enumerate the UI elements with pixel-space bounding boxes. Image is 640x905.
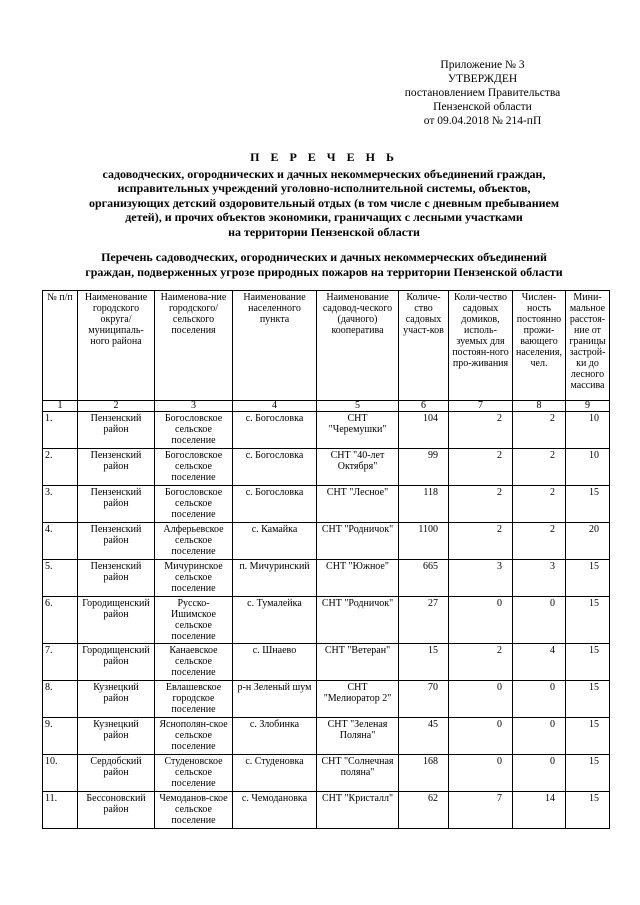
forest-distance: 15	[566, 486, 610, 523]
table-row	[43, 755, 610, 792]
population-count: 0	[513, 681, 566, 718]
population-count: 2	[513, 523, 566, 560]
population-count: 2	[513, 486, 566, 523]
header-cell: Мини-мальное расстоя-ние от границы застрой-ки до лесного массива	[566, 291, 610, 401]
approved-label: УТВЕРЖДЕН	[447, 73, 518, 85]
district-name: Городищенский район	[78, 644, 155, 681]
table-row	[43, 449, 610, 486]
subtitle-line-1: Перечень садоводческих, огороднических и дачных некоммерческих объединений	[101, 250, 547, 264]
forest-distance: 20	[566, 523, 610, 560]
cooperative-name: СНТ "Зеленая Поляна"	[317, 718, 399, 755]
cooperative-name: СНТ "Родничок"	[317, 523, 399, 560]
locality-name: с. Чемодановка	[233, 792, 317, 829]
forest-distance: 10	[566, 412, 610, 449]
plots-count: 1100	[399, 523, 449, 560]
plots-count: 104	[399, 412, 449, 449]
district-name: Бессоновский район	[78, 792, 155, 829]
cooperative-name: СНТ "Южное"	[317, 560, 399, 597]
column-number: 9	[566, 401, 610, 412]
forest-distance: 15	[566, 755, 610, 792]
table-row	[43, 644, 610, 681]
plots-count: 27	[399, 597, 449, 644]
houses-count: 3	[449, 560, 513, 597]
row-number: 11.	[43, 792, 78, 829]
table-row	[43, 486, 610, 523]
district-name: Кузнецкий район	[78, 681, 155, 718]
header-cell: Числен-ность постоянно прожи-вающего населения, чел.	[513, 291, 566, 401]
plots-count: 665	[399, 560, 449, 597]
settlement-name: Евлашевское городское поселение	[155, 681, 233, 718]
table-row	[43, 412, 610, 449]
row-number: 10.	[43, 755, 78, 792]
header-cell: № п/п	[43, 291, 78, 401]
header-cell: Коли-чество садовых домиков, исполь-зуемых для постоян-ного про-живания	[449, 291, 513, 401]
table-row	[43, 560, 610, 597]
table-row	[43, 792, 610, 829]
settlement-name: Канаевское сельское поселение	[155, 644, 233, 681]
appendix-number: Приложение № 3	[440, 59, 525, 71]
column-number: 8	[513, 401, 566, 412]
cooperative-name: СНТ "Ветеран"	[317, 644, 399, 681]
population-count: 2	[513, 449, 566, 486]
column-number: 2	[78, 401, 155, 412]
cooperative-name: СНТ "Лесное"	[317, 486, 399, 523]
settlement-name: Студеновское сельское поселение	[155, 755, 233, 792]
subtitle-line-2: граждан, подверженных угрозе природных пожаров на территории Пензенской области	[85, 264, 563, 279]
houses-count: 0	[449, 755, 513, 792]
table-row	[43, 597, 610, 644]
locality-name: с. Злобинка	[233, 718, 317, 755]
plots-count: 168	[399, 755, 449, 792]
forest-distance: 10	[566, 449, 610, 486]
plots-count: 15	[399, 644, 449, 681]
approval-source: постановлением Правительства	[404, 87, 561, 99]
houses-count: 0	[449, 718, 513, 755]
table-subtitle	[40, 250, 608, 279]
settlement-name: Чемоданов-ское сельское поселение	[155, 792, 233, 829]
population-count: 2	[513, 412, 566, 449]
district-name: Пензенский район	[78, 486, 155, 523]
header-cell: Наименование садовод-ческого (дачного) кооператива	[317, 291, 399, 401]
population-count: 3	[513, 560, 566, 597]
header-cell: Наименование населенного пункта	[233, 291, 317, 401]
settlement-name: Богословское сельское поселение	[155, 486, 233, 523]
row-number: 4.	[43, 523, 78, 560]
document-title	[40, 150, 608, 239]
houses-count: 0	[449, 597, 513, 644]
district-name: Кузнецкий район	[78, 718, 155, 755]
column-number: 7	[449, 401, 513, 412]
column-number: 1	[43, 401, 78, 412]
forest-distance: 15	[566, 718, 610, 755]
objects-table	[42, 290, 610, 829]
header-row	[43, 291, 610, 401]
column-number: 6	[399, 401, 449, 412]
cooperative-name: СНТ "Черемушки"	[317, 412, 399, 449]
plots-count: 62	[399, 792, 449, 829]
locality-name: с. Тумалейка	[233, 597, 317, 644]
appendix-block	[380, 58, 585, 128]
locality-name: с. Камайка	[233, 523, 317, 560]
population-count: 14	[513, 792, 566, 829]
cooperative-name: СНТ "40-лет Октября"	[317, 449, 399, 486]
population-count: 0	[513, 755, 566, 792]
settlement-name: Яснополян-ское сельское поселение	[155, 718, 233, 755]
row-number: 8.	[43, 681, 78, 718]
header-cell: Количе-ство садовых участ-ков	[399, 291, 449, 401]
forest-distance: 15	[566, 560, 610, 597]
houses-count: 0	[449, 681, 513, 718]
row-number: 6.	[43, 597, 78, 644]
district-name: Пензенский район	[78, 449, 155, 486]
row-number: 1.	[43, 412, 78, 449]
locality-name: с. Богословка	[233, 449, 317, 486]
settlement-name: Русско-Ишимское сельское поселение	[155, 597, 233, 644]
population-count: 4	[513, 644, 566, 681]
settlement-name: Богословское сельское поселение	[155, 412, 233, 449]
houses-count: 2	[449, 644, 513, 681]
row-number: 3.	[43, 486, 78, 523]
district-name: Пензенский район	[78, 523, 155, 560]
locality-name: с. Студеновка	[233, 755, 317, 792]
locality-name: с. Богословка	[233, 486, 317, 523]
row-number: 9.	[43, 718, 78, 755]
row-number: 5.	[43, 560, 78, 597]
locality-name: р-н Зеленый шум	[233, 681, 317, 718]
row-number: 7.	[43, 644, 78, 681]
plots-count: 99	[399, 449, 449, 486]
table-row	[43, 681, 610, 718]
column-number: 3	[155, 401, 233, 412]
header-cell: Наименование городского округа/ муниципаль-ного района	[78, 291, 155, 401]
settlement-name: Алферьевское сельское поселение	[155, 523, 233, 560]
cooperative-name: СНТ "Родничок"	[317, 597, 399, 644]
houses-count: 2	[449, 412, 513, 449]
approval-region: Пензенской области	[433, 101, 532, 113]
locality-name: с. Шнаево	[233, 644, 317, 681]
column-number-row	[43, 401, 610, 412]
houses-count: 2	[449, 486, 513, 523]
plots-count: 70	[399, 681, 449, 718]
table-row	[43, 523, 610, 560]
column-number: 4	[233, 401, 317, 412]
locality-name: п. Мичуринский	[233, 560, 317, 597]
district-name: Пензенский район	[78, 560, 155, 597]
title-line-1: садоводческих, огороднических и дачных некоммерческих объединений граждан,	[102, 166, 546, 181]
table-row	[43, 718, 610, 755]
header-cell: Наименова-ние городского/ сельского поселения	[155, 291, 233, 401]
title-line-5: на территории Пензенской области	[228, 224, 420, 239]
cooperative-name: СНТ "Кристалл"	[317, 792, 399, 829]
title-heading: П Е Р Е Ч Е Н Ь	[250, 150, 398, 164]
population-count: 0	[513, 597, 566, 644]
district-name: Сердобский район	[78, 755, 155, 792]
title-line-2: исправительных учреждений уголовно-исполнительной системы, объектов,	[117, 181, 531, 195]
houses-count: 7	[449, 792, 513, 829]
settlement-name: Мичуринское сельское поселение	[155, 560, 233, 597]
locality-name: с. Богословка	[233, 412, 317, 449]
column-number: 5	[317, 401, 399, 412]
forest-distance: 15	[566, 792, 610, 829]
forest-distance: 15	[566, 644, 610, 681]
title-line-4: детей), и прочих объектов экономики, граничащих с лесными участками	[125, 210, 523, 224]
houses-count: 2	[449, 449, 513, 486]
settlement-name: Богословское сельское поселение	[155, 449, 233, 486]
plots-count: 118	[399, 486, 449, 523]
title-line-3: организующих детский оздоровительный отдых (в том числе с дневным пребыванием	[88, 195, 560, 210]
population-count: 0	[513, 718, 566, 755]
cooperative-name: СНТ "Солнечная поляна"	[317, 755, 399, 792]
district-name: Городищенский район	[78, 597, 155, 644]
forest-distance: 15	[566, 597, 610, 644]
plots-count: 45	[399, 718, 449, 755]
houses-count: 2	[449, 523, 513, 560]
district-name: Пензенский район	[78, 412, 155, 449]
cooperative-name: СНТ "Мелиоратор 2"	[317, 681, 399, 718]
approval-date: от 09.04.2018 № 214-пП	[423, 115, 542, 127]
row-number: 2.	[43, 449, 78, 486]
forest-distance: 15	[566, 681, 610, 718]
